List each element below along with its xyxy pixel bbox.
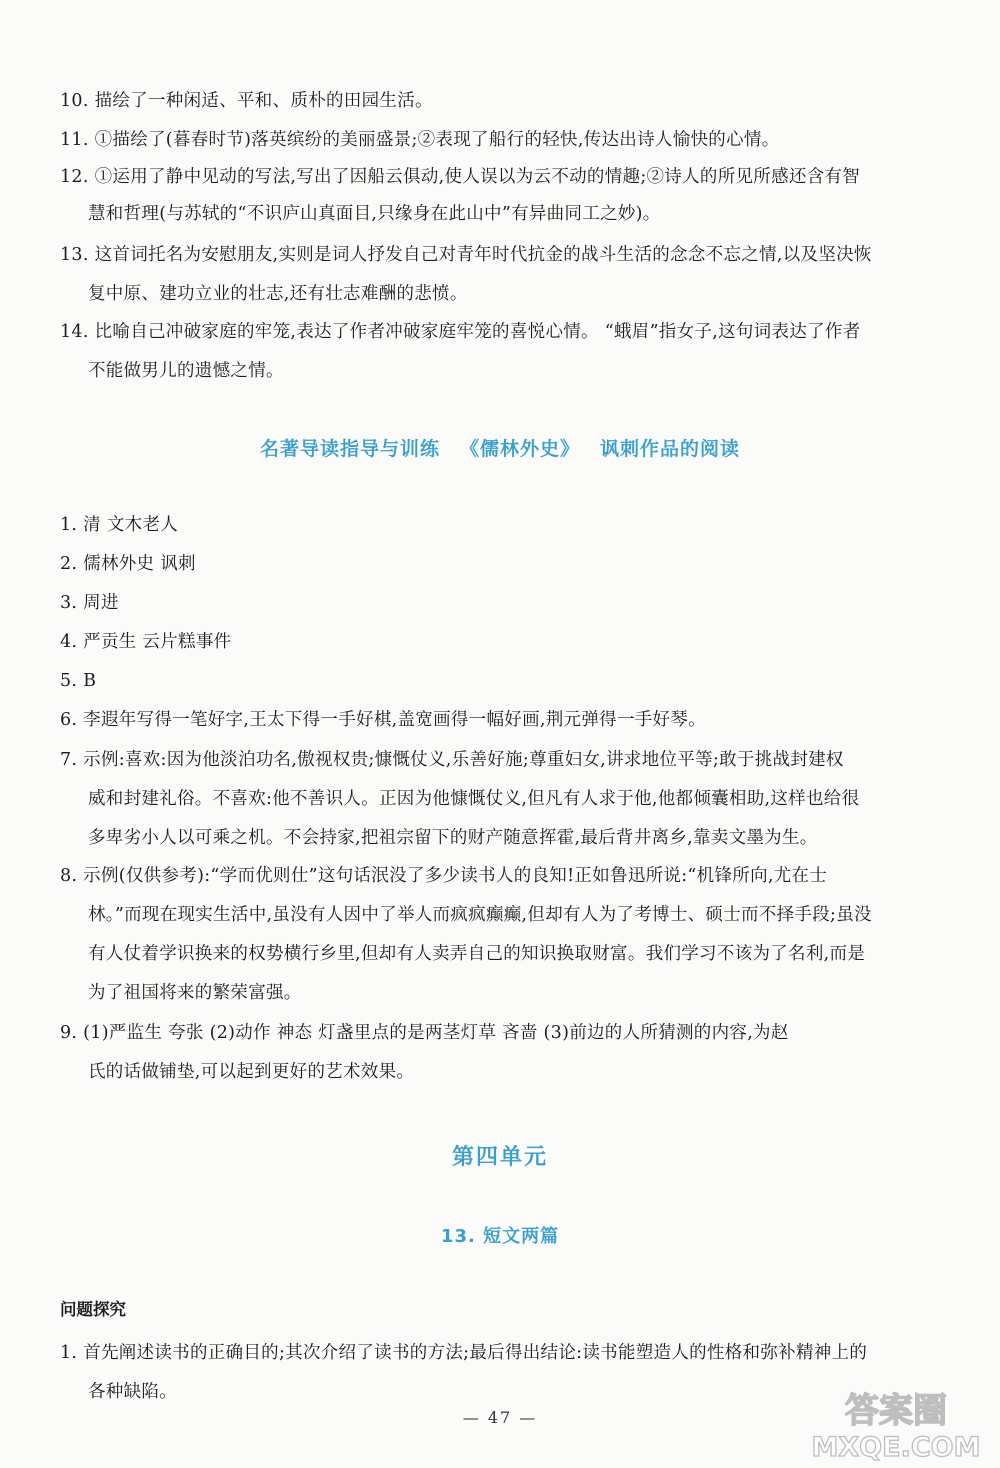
reading-guide-heading <box>0 434 1000 461</box>
reading-answer-3: 3. 周进 <box>60 593 119 613</box>
answer-13-continued: 复中原、建功立业的壮志,还有壮志难酬的悲愤。 <box>88 284 468 304</box>
reading-answer-5: 5. B <box>60 671 97 691</box>
answer-12: 12. ①运用了静中见动的写法,写出了因船云俱动,使人误以为云不动的情趣;②诗人的所见所感还含有智 <box>60 167 861 187</box>
reading-answer-8-continued-1: 林。”而现在现实生活中,虽没有人因中了举人而疯疯癫癫,但却有人为了考博士、硕士而不择手段;虽没 <box>88 905 872 925</box>
watermark-bottom-text: MXQE.COM <box>811 1432 981 1463</box>
reading-answer-9-continued: 氏的话做铺垫,可以起到更好的艺术效果。 <box>88 1062 415 1082</box>
answer-12-continued: 慧和哲理(与苏轼的“不识庐山真面目,只缘身在此山中”有异曲同工之妙)。 <box>88 204 661 224</box>
reading-answer-8: 8. 示例(仅供参考):“学而优则仕”这句话泯没了多少读书人的良知!正如鲁迅所说:“机锋所向,尤在士 <box>60 866 828 886</box>
answer-11: 11. ①描绘了(暮春时节)落英缤纷的美丽盛景;②表现了船行的轻快,传达出诗人愉快的心情。 <box>60 130 780 150</box>
reading-answer-4: 4. 严贡生 云片糕事件 <box>60 632 232 652</box>
unit-heading: 第四单元 <box>451 1145 548 1170</box>
reading-answer-7-continued-1: 威和封建礼俗。不喜欢:他不善识人。正因为他慷慨仗义,但凡有人求于他,他都倾囊相助,这样也给很 <box>88 789 860 809</box>
answer-13: 13. 这首词托名为安慰朋友,实则是词人抒发自己对青年时代抗金的战斗生活的念念不忘之情,以及坚决恢 <box>60 245 872 265</box>
reading-answer-1: 1. 清 文木老人 <box>60 515 179 535</box>
reading-answer-8-continued-2: 有人仗着学识换来的权势横行乡里,但却有人卖弄自己的知识换取财富。我们学习不该为了名利,而是 <box>88 944 866 964</box>
answer-10: 10. 描绘了一种闲适、平和、质朴的田园生活。 <box>60 91 433 111</box>
page-number: — 47 — <box>462 1408 538 1427</box>
reading-answer-8-continued-3: 为了祖国将来的繁荣富强。 <box>88 983 302 1003</box>
watermark-logo <box>796 1382 996 1464</box>
reading-answer-7-continued-2: 多卑劣小人以可乘之机。不会持家,把祖宗留下的财产随意挥霍,最后背井离乡,靠卖文墨为生。 <box>88 828 818 848</box>
answer-14: 14. 比喻自己冲破家庭的牢笼,表达了作者冲破家庭牢笼的喜悦心情。 “蛾眉”指女子,这句词表达了作者 <box>60 322 861 342</box>
answer-14-continued: 不能做男儿的遗憾之情。 <box>88 361 284 381</box>
reading-heading-part2: 《儒林外史》 <box>459 438 580 460</box>
watermark-logo-graphic <box>796 1382 996 1464</box>
reading-answer-9: 9. (1)严监生 夸张 (2)动作 神态 灯盏里点的是两茎灯草 吝啬 (3)前边的人所猜测的内容,为赵 <box>60 1023 789 1043</box>
section-answer-1: 1. 首先阐述读书的正确目的;其次介绍了读书的方法;最后得出结论:读书能塑造人的性格和弥补精神上的 <box>60 1343 868 1363</box>
reading-heading-part1: 名著导读指导与训练 <box>259 438 440 460</box>
reading-answer-2: 2. 儒林外史 讽刺 <box>60 554 196 574</box>
reading-answer-6: 6. 李遐年写得一笔好字,王太下得一手好棋,盖宽画得一幅好画,荆元弹得一手好琴。 <box>60 710 706 730</box>
watermark-top-text: 答案圈 <box>845 1391 947 1431</box>
reading-answer-7: 7. 示例:喜欢:因为他淡泊功名,傲视权贵;慷慨仗义,乐善好施;尊重妇女,讲求地位平等;敢于挑战封建权 <box>60 750 844 770</box>
section-answer-1-continued: 各种缺陷。 <box>88 1382 177 1402</box>
reading-heading-part3: 讽刺作品的阅读 <box>600 438 741 460</box>
section-label: 问题探究 <box>60 1300 126 1319</box>
lesson-heading: 13. 短文两篇 <box>440 1226 560 1247</box>
